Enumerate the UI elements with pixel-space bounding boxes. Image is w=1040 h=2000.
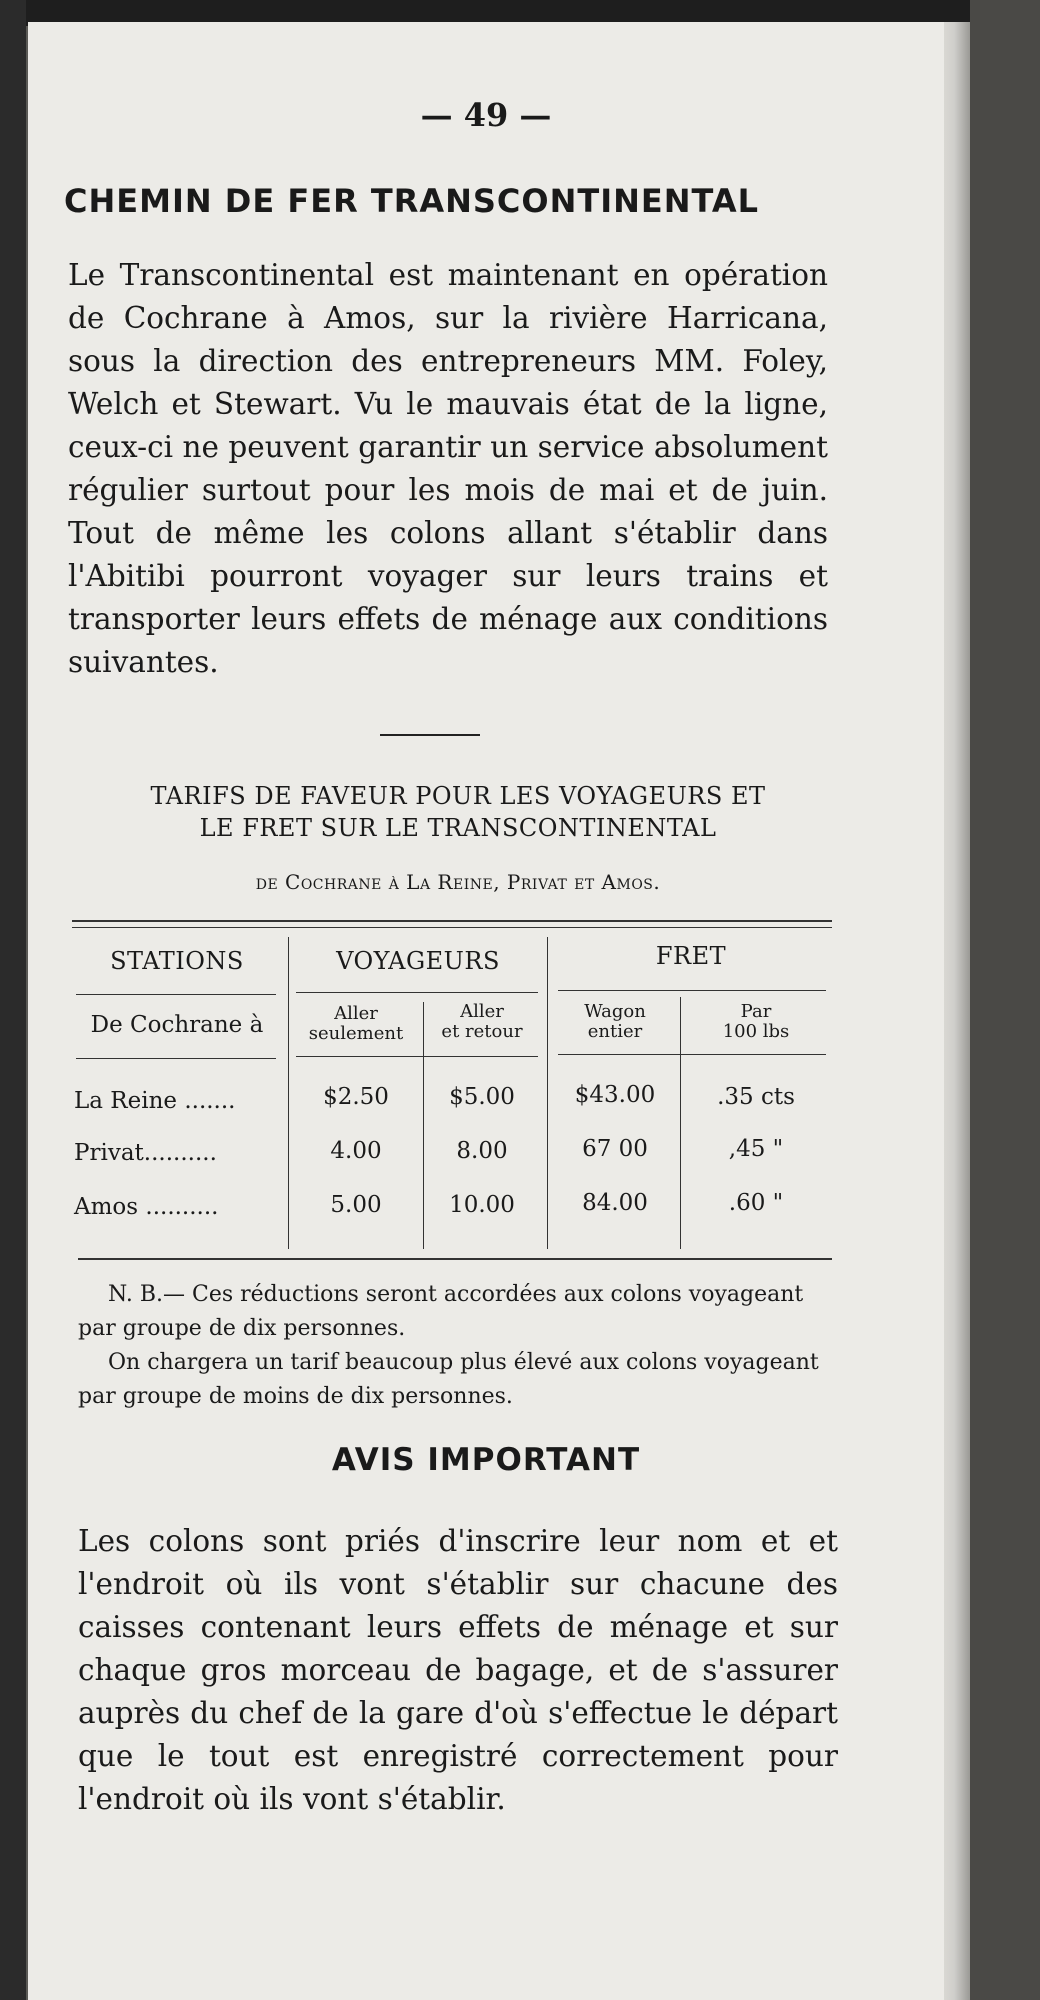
header-aller-line2: seulement	[308, 1023, 404, 1044]
row-wagon-la-reine: $43.00	[574, 1082, 656, 1108]
fret-header-rule	[558, 1054, 826, 1055]
scan-right-border	[970, 0, 1040, 2000]
col-divider-1	[288, 937, 289, 1249]
header-wagon-line1: Wagon	[584, 1001, 646, 1022]
page-number: — 49 —	[420, 96, 552, 134]
row-retour-la-reine: $5.00	[449, 1084, 515, 1110]
row-wagon-privat: 67 00	[582, 1136, 648, 1162]
row-station-privat: Privat..........	[74, 1140, 217, 1166]
stations-under-rule	[76, 994, 276, 995]
row-aller-la-reine: $2.50	[323, 1084, 389, 1110]
row-par-la-reine: .35 cts	[717, 1084, 795, 1110]
notice-title: AVIS IMPORTANT	[331, 1442, 641, 1478]
fret-under-rule	[558, 990, 826, 991]
row-par-privat: ,45 "	[728, 1136, 784, 1162]
col-divider-3	[547, 937, 548, 1249]
table-bottom-rule	[78, 1258, 832, 1260]
header-par-line2: 100 lbs	[722, 1021, 790, 1042]
notice-paragraph: Les colons sont priés d'inscrire leur nom et et l'endroit où ils vont s'établir sur chacune des caisses contenant leurs effets de ménage et sur chaque gros morceau de bagage, et de s'assurer auprès du chef de la gare d'où s'effectue le départ que le tout est enregistré correctement pour l'endroit où ils vont s'établir.	[78, 1524, 838, 1816]
header-wagon	[550, 1002, 680, 1042]
table-top-rule	[72, 920, 832, 922]
document-page	[28, 22, 944, 2000]
header-retour	[420, 1002, 544, 1042]
note-reductions: N. B.— Ces réductions seront accordées aux colons voyageant par groupe de dix personnes.	[78, 1282, 804, 1341]
header-par	[680, 1002, 832, 1042]
row-retour-privat: 8.00	[456, 1138, 508, 1164]
header-from: De Cochrane à	[90, 1012, 264, 1038]
note-higher-rate: On chargera un tarif beaucoup plus élevé aux colons voyageant par groupe de moins de dix personnes.	[78, 1350, 819, 1409]
tariff-title-line2: LE FRET SUR LE TRANSCONTINENTAL	[199, 814, 717, 842]
section-title: CHEMIN DE FER TRANSCONTINENTAL	[64, 182, 760, 220]
row-aller-amos: 5.00	[330, 1192, 382, 1218]
tariff-title-line1: TARIFS DE FAVEUR POUR LES VOYAGEURS ET	[150, 782, 766, 810]
row-retour-amos: 10.00	[449, 1192, 515, 1218]
voyageurs-header-rule	[296, 1056, 538, 1057]
header-par-line1: Par	[740, 1001, 772, 1022]
row-par-amos: .60 "	[728, 1190, 784, 1216]
header-retour-line1: Aller	[460, 1001, 504, 1022]
header-voyageurs: VOYAGEURS	[336, 947, 500, 975]
stations-header-rule	[76, 1058, 276, 1059]
voyageurs-under-rule	[296, 992, 538, 993]
notes	[78, 1278, 838, 1414]
row-wagon-amos: 84.00	[582, 1190, 648, 1216]
row-aller-privat: 4.00	[330, 1138, 382, 1164]
row-station-la-reine: La Reine .......	[74, 1088, 236, 1114]
tariff-route: de Cochrane à La Reine, Privat et Amos.	[255, 870, 661, 894]
scan-left-border	[0, 0, 26, 2000]
page-edge-shadow	[944, 22, 970, 2000]
intro-paragraph: Le Transcontinental est maintenant en opération de Cochrane à Amos, sur la rivière Harricana, sous la direction des entrepreneurs MM. Foley, Welch et Stewart. Vu le mauvais état de la ligne, ceux-ci ne peuvent garantir un service absolument régulier surtout pour les mois de mai et de juin. Tout de même les colons allant s'établir dans l'Abitibi pourront voyager sur leurs trains et transporter leurs effets de ménage aux conditions suivantes.	[68, 258, 828, 679]
header-retour-line2: et retour	[441, 1021, 523, 1042]
header-aller	[292, 1004, 420, 1044]
tariff-table	[28, 22, 944, 1282]
header-aller-line1: Aller	[334, 1003, 378, 1024]
header-fret: FRET	[655, 942, 727, 970]
row-station-amos: Amos ..........	[74, 1194, 219, 1220]
header-wagon-line2: entier	[587, 1021, 643, 1042]
header-stations: STATIONS	[110, 947, 244, 975]
table-top-rule-thin	[72, 927, 832, 928]
